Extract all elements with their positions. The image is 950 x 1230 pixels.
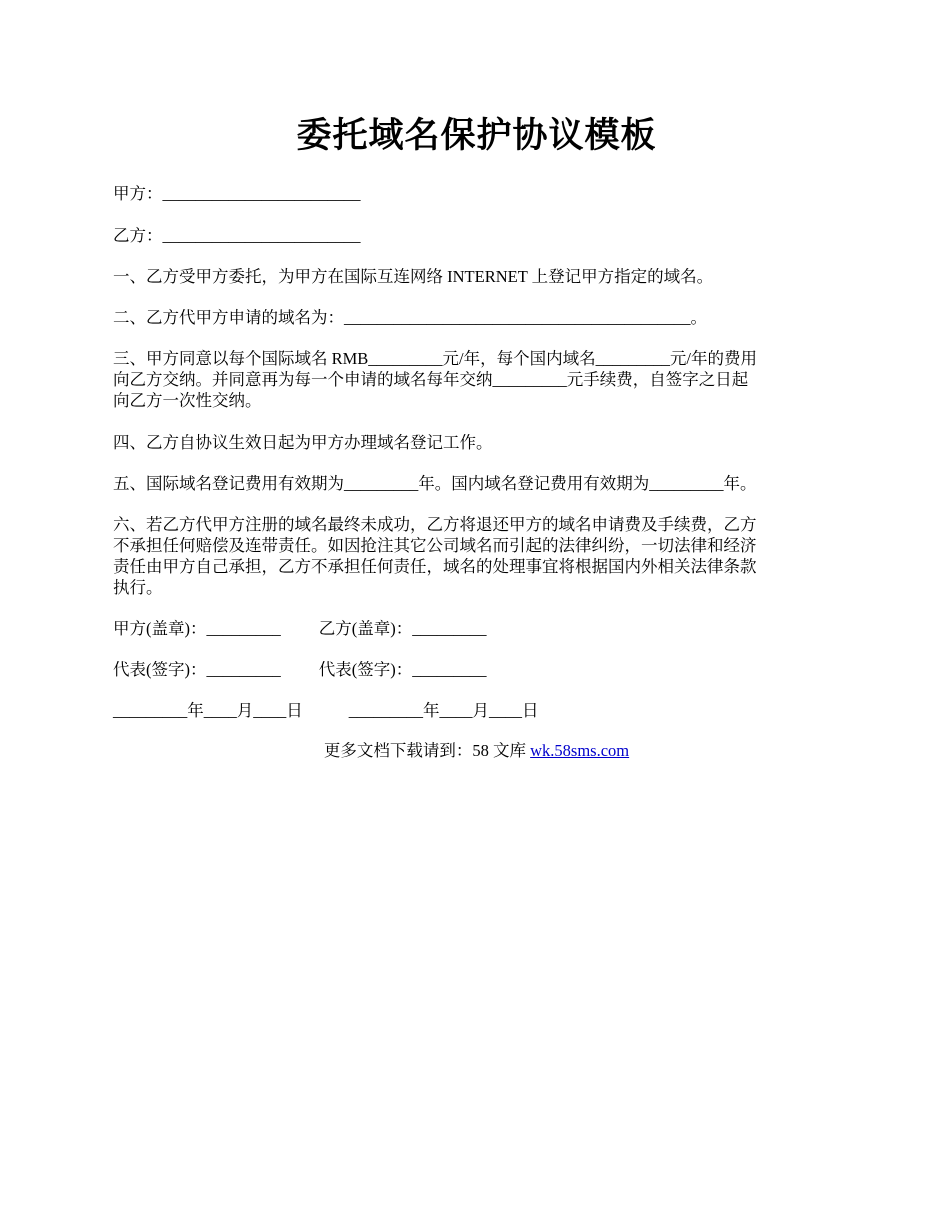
clause-3 bbox=[113, 348, 840, 411]
signature-party-b: 代表(签字)：_________ bbox=[318, 660, 487, 679]
clause-6-line-1: 六、若乙方代甲方注册的域名最终未成功，乙方将退还甲方的域名申请费及手续费，乙方 bbox=[113, 515, 757, 534]
footer bbox=[113, 740, 840, 761]
clause-6 bbox=[113, 514, 840, 598]
seal-row bbox=[113, 618, 840, 639]
date-row bbox=[113, 700, 840, 721]
clause-2: 二、乙方代甲方申请的域名为：__________________________________________。 bbox=[113, 308, 707, 327]
seal-party-a: 甲方(盖章)：_________ bbox=[113, 619, 281, 638]
document-title: 委托域名保护协议模板 bbox=[296, 116, 657, 156]
clause-4: 四、乙方自协议生效日起为甲方办理域名登记工作。 bbox=[113, 433, 493, 452]
party-a-line: 甲方：________________________ bbox=[113, 184, 361, 203]
clause-5: 五、国际域名登记费用有效期为_________年。国内域名登记费用有效期为_________年。 bbox=[113, 474, 757, 493]
clause-3-line-3: 向乙方一次性交纳。 bbox=[113, 391, 262, 410]
clause-3-line-2: 向乙方交纳。并同意再为每一个申请的域名每年交纳_________元手续费，自签字之日起 bbox=[113, 370, 749, 389]
clause-1: 一、乙方受甲方委托，为甲方在国际互连网络 INTERNET 上登记甲方指定的域名。 bbox=[113, 267, 714, 286]
signature-row bbox=[113, 659, 840, 680]
footer-link[interactable]: wk.58sms.com bbox=[530, 741, 630, 760]
party-b-line: 乙方：________________________ bbox=[113, 226, 361, 245]
seal-party-b: 乙方(盖章)：_________ bbox=[318, 619, 487, 638]
footer-text: 更多文档下载请到：58 文库 bbox=[323, 741, 531, 760]
date-party-a: _________年____月____日 bbox=[113, 701, 303, 720]
clause-3-line-1: 三、甲方同意以每个国际域名 RMB_________元/年，每个国内域名_________元/年的费用 bbox=[113, 349, 757, 368]
clause-6-line-4: 执行。 bbox=[113, 578, 163, 597]
clause-6-line-2: 不承担任何赔偿及连带责任。如因抢注其它公司域名而引起的法律纠纷，一切法律和经济 bbox=[113, 536, 757, 555]
clause-6-line-3: 责任由甲方自己承担，乙方不承担任何责任，域名的处理事宜将根据国内外相关法律条款 bbox=[113, 557, 757, 576]
signature-party-a: 代表(签字)：_________ bbox=[113, 660, 281, 679]
date-party-b: _________年____月____日 bbox=[348, 701, 539, 720]
